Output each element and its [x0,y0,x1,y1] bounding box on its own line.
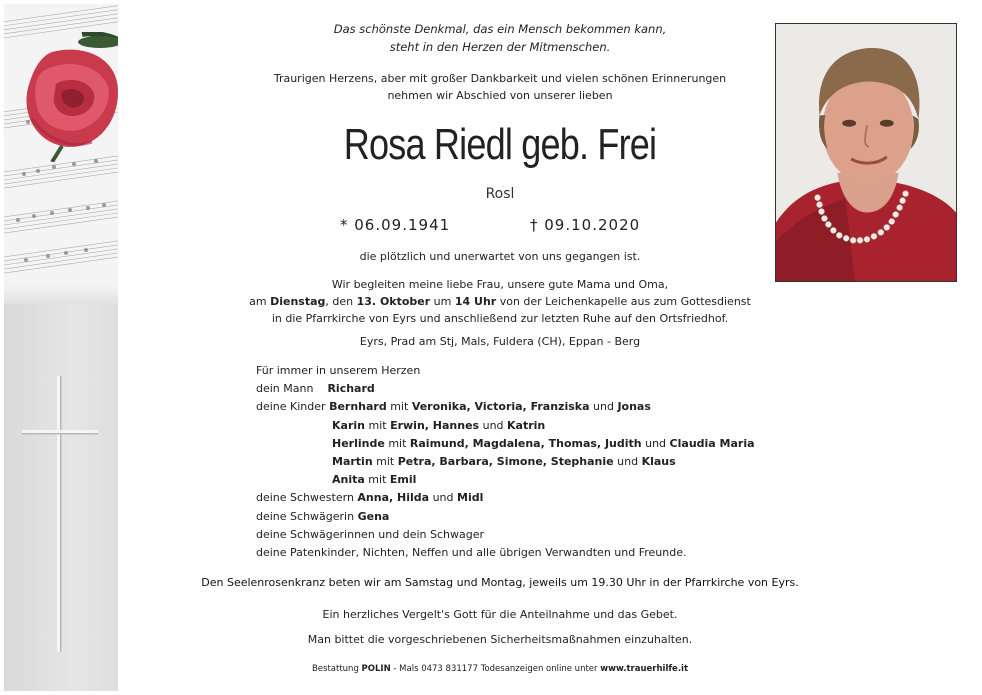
child-family-names: Veronika, Victoria, Franziska [411,400,590,414]
sisters-last: Midl [457,491,484,505]
sisterinlaw-label: deine Schwägerin [256,509,355,523]
child-family-names: Emil [389,473,417,487]
child-family-names: Jonas [617,400,651,414]
intro-line-1: Traurigen Herzens, aber mit großer Dankbarkeit und vielen schönen Erinnerungen [273,72,727,85]
funeral-text: , den [325,295,357,308]
children-label: deine Kinder [256,400,326,414]
family-child-row [256,417,816,435]
intro-text [180,70,820,104]
connector-text: mit [368,473,387,487]
quote-line-2: steht in den Herzen der Mitmenschen. [389,40,611,54]
child-family-names: Klaus [641,454,676,468]
memorial-quote [180,20,820,56]
footer-middle: - Mals 0473 831177 Todesanzeigen online unter [390,664,601,674]
family-husband-row [256,380,816,398]
connector-text: und [593,400,614,414]
safety-notice: Man bittet die vorgeschriebenen Sicherheitsmaßnahmen einzuhalten. [307,633,693,646]
family-sisters-row [256,489,816,507]
footer [180,664,820,674]
funeral-time: 14 Uhr [454,295,497,308]
family-sisterinlaw-row [256,508,816,526]
child-family-names: Petra, Barbara, Simone, Stephanie [397,454,614,468]
funeral-text: am [249,295,271,308]
sisters-names: Anna, Hilda [357,491,430,505]
child-name: Anita [332,473,365,487]
family-godchildren-row: deine Patenkinder, Nichten, Neffen und alle übrigen Verwandten und Freunde. [256,545,687,559]
footer-company: POLIN [361,664,391,674]
footer-website-link[interactable]: www.trauerhilfe.it [600,664,689,674]
funeral-line-1: Wir begleiten meine liebe Frau, unsere gute Mama und Oma, [331,278,669,291]
child-name: Bernhard [329,400,387,414]
funeral-date: 13. Oktober [356,295,431,308]
funeral-line-3: in die Pfarrkirche von Eyrs und anschließend zur letzten Ruhe auf den Ortsfriedhof. [271,312,729,325]
connector-text: mit [388,436,407,450]
connector-text: und [482,418,504,432]
cross-icon [22,376,102,652]
rosary-notice: Den Seelenrosenkranz beten wir am Samstag und Montag, jeweils um 19.30 Uhr in der Pfarrkirche von Eyrs. [201,576,799,589]
funeral-details [180,276,820,327]
family-list [256,362,816,562]
family-places: Eyrs, Prad am Stj, Mals, Fuldera (CH), Eppan - Berg [359,335,641,348]
deceased-nickname: Rosl [485,186,515,202]
death-description: die plötzlich und unerwartet von uns gegangen ist. [359,250,641,263]
family-heading: Für immer in unserem Herzen [256,364,421,377]
funeral-text: um [430,295,455,308]
intro-line-2: nehmen wir Abschied von unserer lieben [387,89,613,102]
funeral-day: Dienstag [270,295,326,308]
portrait-photo [775,23,957,282]
funeral-text: von der Leichenkapelle aus zum Gottesdienst [496,295,751,308]
rose-image [12,32,118,162]
footer-prefix: Bestattung [311,664,362,674]
family-inlaws-row: deine Schwägerinnen und dein Schwager [256,527,484,541]
funeral-line-2 [180,293,820,310]
child-family-names: Katrin [507,418,546,432]
family-child-row [256,471,816,489]
thanks-text: Ein herzliches Vergelt's Gott für die Anteilnahme und das Gebet. [322,608,678,621]
connector-text: und [432,491,454,505]
connector-text: mit [376,454,395,468]
husband-name: Richard [327,382,375,396]
child-name: Herlinde [332,436,385,450]
family-child-row [256,398,816,416]
connector-text: und [645,436,667,450]
sisterinlaw-name: Gena [357,509,390,523]
sisters-label: deine Schwestern [256,491,354,505]
child-name: Karin [332,418,365,432]
death-date: † 09.10.2020 [530,216,641,234]
family-child-row [256,435,816,453]
birth-date: * 06.09.1941 [340,216,451,234]
child-family-names: Raimund, Magdalena, Thomas, Judith [409,436,642,450]
child-family-names: Claudia Maria [669,436,755,450]
quote-line-1: Das schönste Denkmal, das ein Mensch bekommen kann, [333,22,667,36]
child-name: Martin [332,454,373,468]
connector-text: mit [390,400,409,414]
side-decoration-strip [4,4,118,691]
husband-label: dein Mann [256,382,314,396]
connector-text: und [617,454,639,468]
child-family-names: Erwin, Hannes [390,418,480,432]
connector-text: mit [368,418,387,432]
deceased-name: Rosa Riedl geb. Frei [343,120,657,169]
family-child-row [256,453,816,471]
